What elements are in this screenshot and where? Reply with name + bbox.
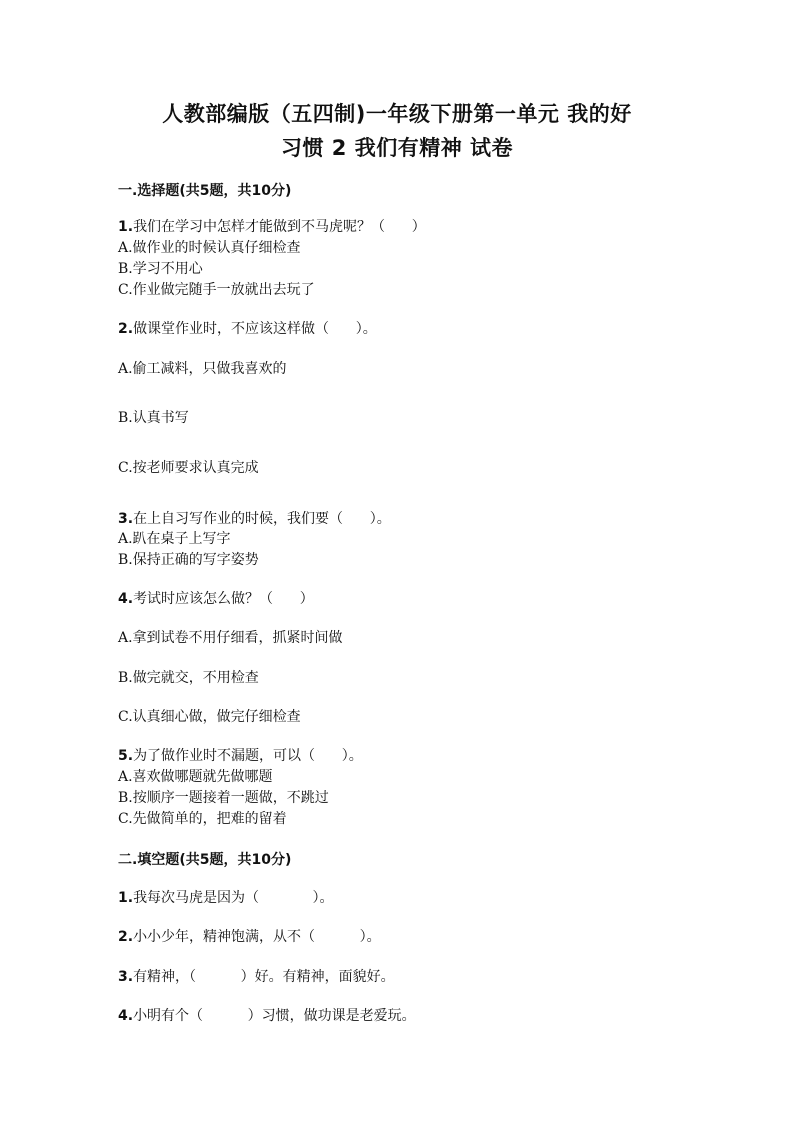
question-text: 有精神，（ ）好。有精神，面貌好。	[133, 969, 395, 985]
question-number: 2.	[118, 321, 134, 337]
fill-question-1	[118, 889, 333, 907]
fill-question-4	[118, 1007, 416, 1025]
question-5	[118, 747, 363, 765]
option-c: C.作业做完随手一放就出去玩了	[118, 282, 315, 298]
question-number: 3.	[118, 969, 134, 985]
option-a: A.喜欢做哪题就先做哪题	[118, 769, 273, 785]
question-number: 2.	[118, 929, 134, 945]
question-number: 4.	[118, 591, 134, 607]
question-text: 小小少年，精神饱满，从不（ ）。	[133, 929, 381, 945]
section-heading-choice: 一.选择题(共5题，共10分)	[118, 183, 292, 199]
option-b: B.按顺序一题接着一题做，不跳过	[118, 790, 329, 806]
question-text: 我每次马虎是因为（ ）。	[133, 890, 334, 906]
option-c: C.按老师要求认真完成	[118, 460, 259, 476]
option-b: B.认真书写	[118, 410, 189, 426]
option-a: A.拿到试卷不用仔细看，抓紧时间做	[118, 630, 343, 646]
option-c: C.先做简单的，把难的留着	[118, 811, 287, 827]
question-number: 3.	[118, 511, 134, 527]
question-text: 我们在学习中怎样才能做到不马虎呢？（ ）	[133, 219, 426, 235]
question-number: 4.	[118, 1008, 134, 1024]
question-number: 1.	[118, 219, 134, 235]
question-text: 考试时应该怎么做？（ ）	[133, 591, 314, 607]
question-text: 做课堂作业时，不应该这样做（ ）。	[133, 321, 377, 337]
question-text: 在上自习写作业的时候，我们要（ ）。	[133, 511, 391, 527]
option-b: B.学习不用心	[118, 261, 203, 277]
section-heading-fill-blank: 二.填空题(共5题，共10分)	[118, 852, 292, 868]
page-title-line1: 人教部编版（五四制)一年级下册第一单元 我的好	[162, 102, 632, 126]
question-4	[118, 590, 314, 608]
question-3	[118, 510, 391, 528]
option-b: B.做完就交，不用检查	[118, 670, 259, 686]
question-2	[118, 320, 377, 338]
question-text: 小明有个（ ）习惯，做功课是老爱玩。	[133, 1008, 416, 1024]
page-title-line2: 习惯 2 我们有精神 试卷	[280, 136, 514, 160]
option-a: A.做作业的时候认真仔细检查	[118, 240, 301, 256]
question-number: 1.	[118, 890, 134, 906]
fill-question-3	[118, 968, 395, 986]
option-b: B.保持正确的写字姿势	[118, 552, 259, 568]
option-a: A.趴在桌子上写字	[118, 531, 231, 547]
option-c: C.认真细心做，做完仔细检查	[118, 709, 301, 725]
option-a: A.偷工减料，只做我喜欢的	[118, 361, 287, 377]
question-text: 为了做作业时不漏题，可以（ ）。	[133, 748, 363, 764]
question-number: 5.	[118, 748, 134, 764]
question-1	[118, 218, 426, 236]
fill-question-2	[118, 928, 381, 946]
